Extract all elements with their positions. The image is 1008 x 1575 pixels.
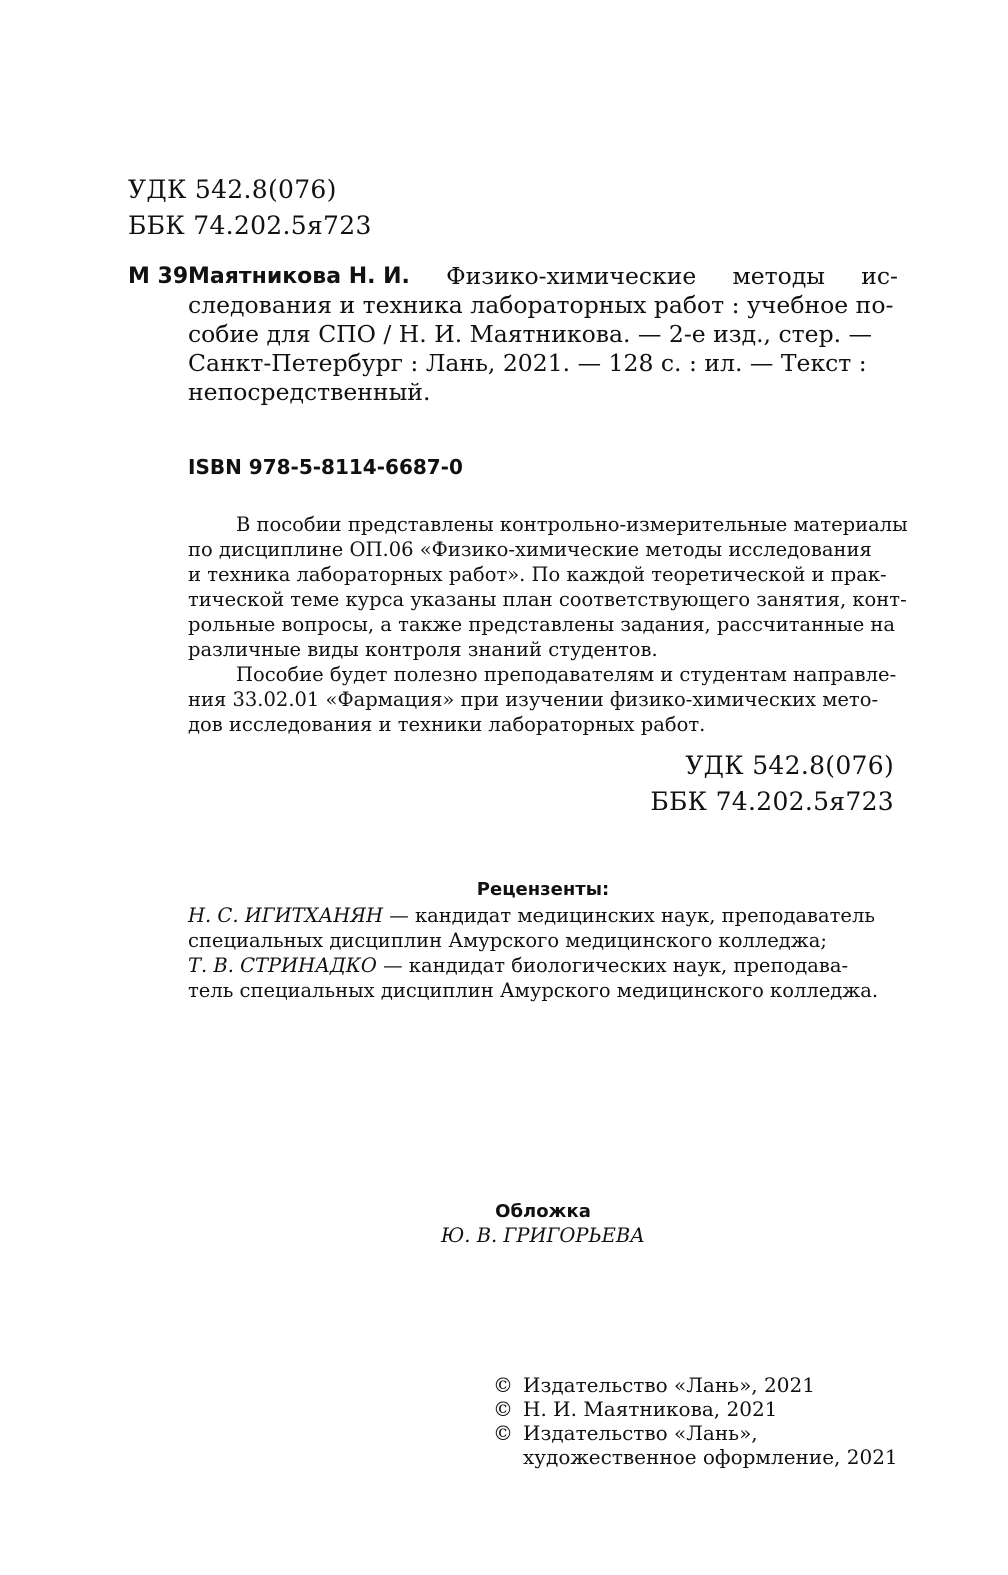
annotation-text: ния 33.02.01 «Фармация» при изучении физико-химических мето- [188,688,879,711]
reviewer-desc: специальных дисциплин Амурского медицинского колледжа; [188,929,827,952]
isbn: ISBN 978-5-8114-6687-0 [188,455,463,479]
cover-designer: Ю. В. ГРИГОРЬЕВА [441,1224,645,1247]
entry-text: Санкт-Петербург : Лань, 2021. — 128 с. : ил. — Текст : [188,349,867,377]
copyright-icon: © [493,1397,513,1421]
author-mark: М 39 [128,264,189,289]
author-name: Маятникова Н. И. [188,264,410,289]
entry-line-4 [188,349,898,378]
reviewer-line [188,978,894,1003]
bibliographic-description [188,262,898,407]
entry-word: ис- [861,262,898,290]
copyright-line [493,1445,898,1469]
entry-line-1 [188,262,898,291]
copyright-text: Издательство «Лань», [523,1421,758,1445]
annotation-line [188,587,907,612]
annotation-line [188,712,894,737]
annotation-text: дов исследования и техники лабораторных работ. [188,713,706,736]
annotation-line [188,537,894,562]
entry-line-3 [188,320,898,349]
copyright-text: Издательство «Лань», 2021 [523,1373,815,1397]
reviewer-name: Т. В. СТРИНАДКО [188,954,377,977]
annotation-text: тической теме курса указаны план соответствующего занятия, конт- [188,588,907,611]
entry-line-5 [188,378,898,407]
annotation [188,512,908,737]
annotation-text: различные виды контроля знаний студентов. [188,638,658,661]
bbk-code: ББК 74.202.5я723 [128,211,372,240]
udk-code: УДК 542.8(076) [685,751,894,780]
classification-block-right [650,748,894,820]
reviewer-desc: — кандидат медицинских наук, преподаватель [383,904,875,927]
reviewer-line [188,928,894,953]
udk-code: УДК 542.8(076) [128,175,337,204]
annotation-line [188,612,894,637]
entry-line-2 [188,291,898,320]
reviewer-name: Н. С. ИГИТХАНЯН [188,904,384,927]
copyright-icon: © [493,1373,513,1397]
classification-block-top [128,172,372,244]
entry-text: следования и техника лабораторных работ : учебное по- [188,291,894,319]
reviewer-2 [188,953,848,978]
reviewer-desc: тель специальных дисциплин Амурского медицинского колледжа. [188,979,879,1002]
bbk-code: ББК 74.202.5я723 [650,787,894,816]
copyright-line [493,1373,898,1397]
reviewer-line [188,953,894,978]
copyright-block [493,1373,898,1469]
annotation-text: и техника лабораторных работ». По каждой теоретической и прак- [188,563,887,586]
copyright-icon: © [493,1421,513,1445]
reviewer-line [188,903,894,928]
copyright-text: Н. И. Маятникова, 2021 [523,1397,778,1421]
reviewers-heading: Рецензенты: [476,879,610,900]
annotation-line [188,662,897,687]
annotation-line [188,637,894,662]
copyright-line [493,1421,898,1445]
annotation-line [188,512,908,537]
entry-text: собие для СПО / Н. И. Маятникова. — 2-е изд., стер. — [188,320,873,348]
annotation-text: В пособии представлены контрольно-измерительные материалы [236,513,908,536]
entry-word: Физико-химические [446,262,697,290]
entry-word: методы [732,262,826,290]
reviewers-list [188,903,894,1003]
entry-text: непосредственный. [188,378,431,406]
annotation-text: по дисциплине ОП.06 «Физико-химические методы исследования [188,538,872,561]
annotation-line [188,687,894,712]
reviewer-1 [188,903,875,928]
copyright-text: художественное оформление, 2021 [523,1445,898,1469]
annotation-text: Пособие будет полезно преподавателям и студентам направле- [236,663,897,686]
annotation-line [188,562,894,587]
reviewer-desc: — кандидат биологических наук, преподава- [376,954,849,977]
copyright-line [493,1397,898,1421]
cover-heading: Обложка [495,1201,591,1222]
annotation-text: рольные вопросы, а также представлены задания, рассчитанные на [188,613,896,636]
